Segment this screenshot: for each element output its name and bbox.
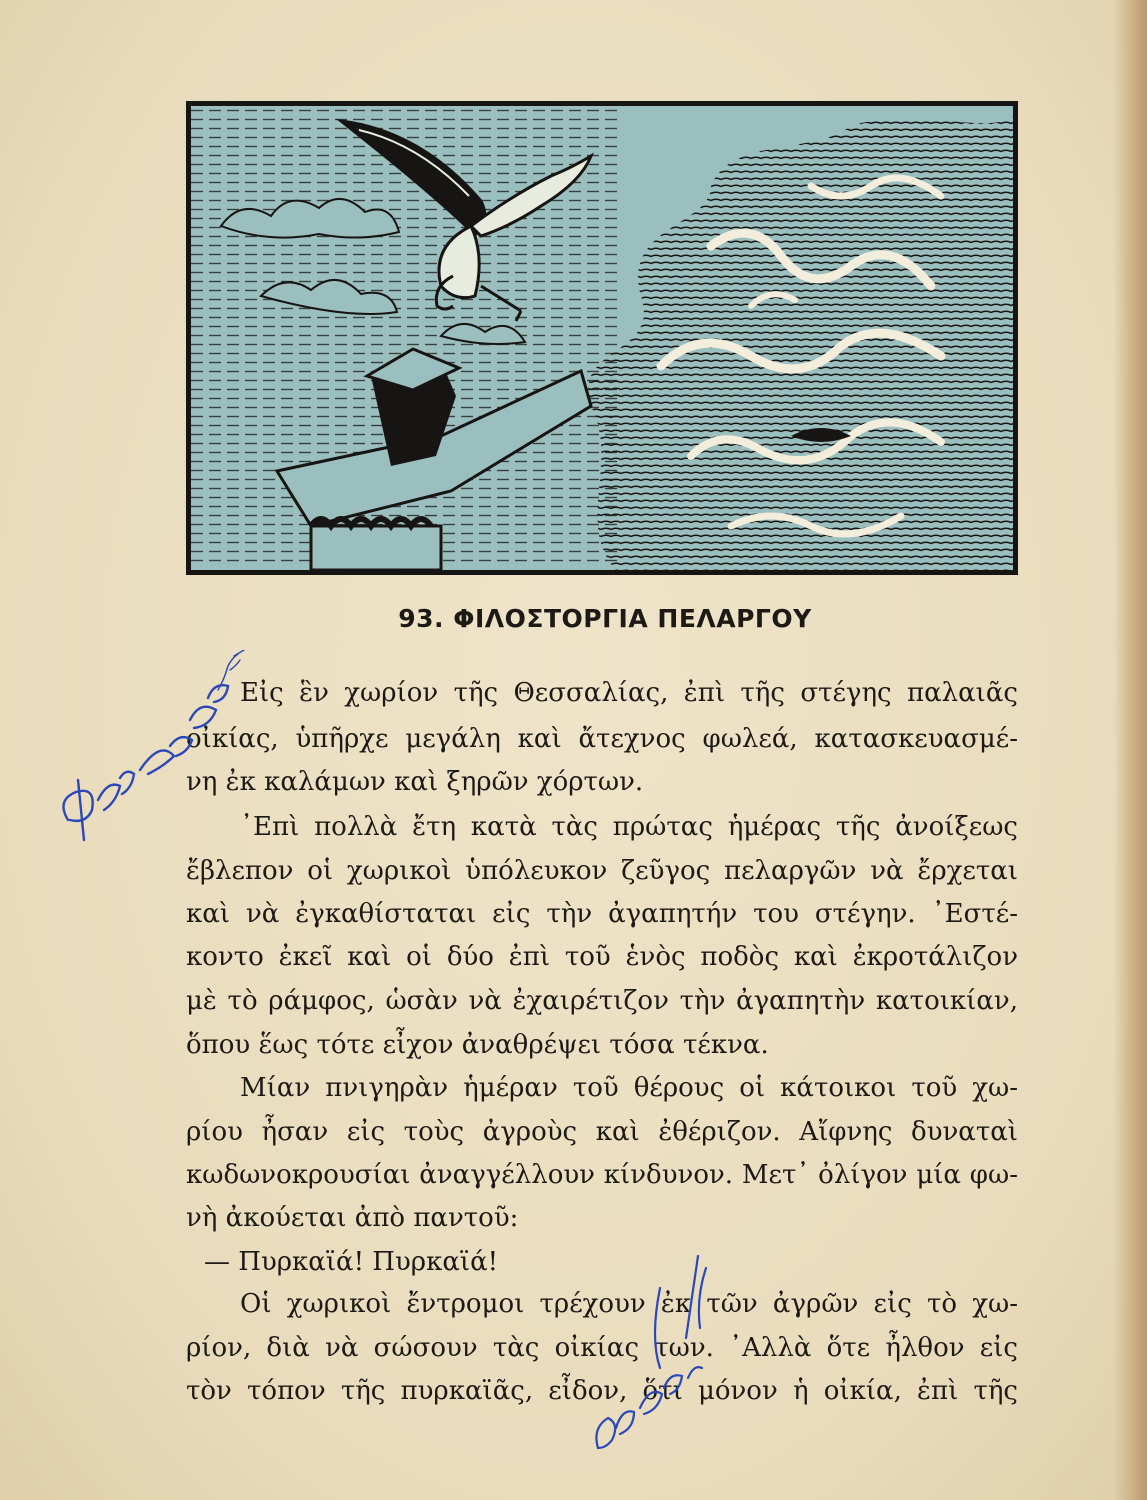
text-line: οἰκίας, ὑπῆρχε μεγάλη καὶ ἄτεχνος φωλεά, κατασκευασμέ- (186, 724, 1018, 754)
text-line: κοντο ἐκεῖ καὶ οἱ δύο ἐπὶ τοῦ ἑνὸς ποδὸς καὶ ἐκροτάλιζον (186, 942, 1018, 972)
text-line: κωδωνοκρουσίαι ἀναγγέλλουν κίνδυνον. Μετ᾿ ὀλίγον μία φω- (186, 1160, 1018, 1190)
text-line: Μίαν πνιγηρὰν ἡμέραν τοῦ θέρους οἱ κάτοικοι τοῦ χω- (240, 1073, 1018, 1103)
text-line: — Πυρκαϊά! Πυρκαϊά! (204, 1247, 499, 1277)
text-line: νὴ ἀκούεται ἀπὸ παντοῦ: (186, 1203, 519, 1233)
text-line: ρίου ἦσαν εἰς τοὺς ἀγροὺς καὶ ἐθέριζον. Αἴφνης δυναταὶ (186, 1117, 1018, 1147)
text-line: μὲ τὸ ράμφος, ὡσὰν νὰ ἐχαιρέτιζον τὴν ἀγαπητὴν κατοικίαν, (186, 986, 1018, 1016)
text-line: Οἱ χωρικοὶ ἔντρομοι τρέχουν ἐκ τῶν ἀγρῶν εἰς τὸ χω- (240, 1289, 1018, 1319)
text-line: νη ἐκ καλάμων καὶ ξηρῶν χόρτων. (186, 767, 644, 797)
building-wall (311, 526, 441, 570)
text-line: ᾿Επὶ πολλὰ ἔτη κατὰ τὰς πρώτας ἡμέρας τῆς ἀνοίξεως (240, 812, 1018, 842)
illustration-stork-fire (186, 101, 1018, 575)
text-line: ἔβλεπον οἱ χωρικοὶ ὑπόλευκον ζεῦγος πελαργῶν νὰ ἔρχεται (186, 856, 1018, 886)
text-line: τὸν τόπον τῆς πυρκαϊᾶς, εἶδον, ὅτι μόνον ἡ οἰκία, ἐπὶ τῆς (186, 1376, 1018, 1406)
chapter-title: 93. ΦΙΛΟΣΤΟΡΓΙΑ ΠΕΛΑΡΓΟΥ (398, 604, 812, 633)
woodcut-engraving (191, 106, 1013, 570)
text-line: Εἰς ἓν χωρίον τῆς Θεσσαλίας, ἐπὶ τῆς στέγης παλαιᾶς (240, 678, 1018, 708)
handwritten-annotation-left (48, 650, 258, 850)
page-edge-shadow (1113, 0, 1147, 1500)
text-line: ὅπου ἕως τότε εἶχον ἀναθρέψει τόσα τέκνα. (186, 1030, 769, 1060)
text-line: ρίον, διὰ νὰ σώσουν τὰς οἰκίας των. ᾿Αλλὰ ὅτε ἦλθον εἰς (186, 1333, 1018, 1363)
handwritten-annotation-bottom (588, 1248, 758, 1468)
text-line: καὶ νὰ ἐγκαθίσταται εἰς τὴν ἀγαπητήν του στέγην. ᾿Εστέ- (186, 899, 1018, 929)
